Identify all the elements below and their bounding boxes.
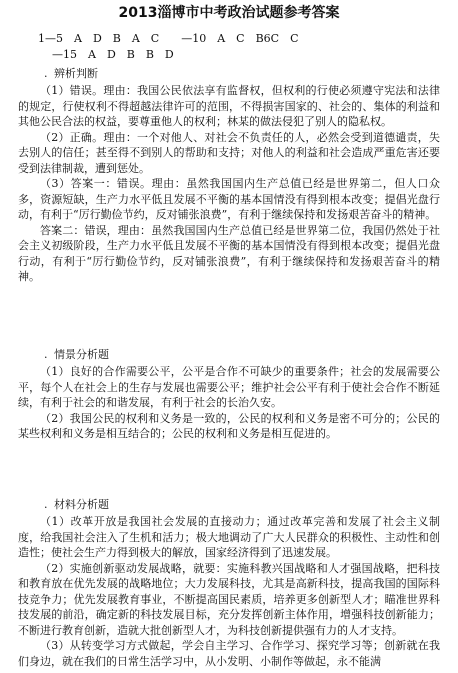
section-scenario-title: 情景分析题 [54, 348, 109, 361]
paragraph: （1）改革开放是我国社会发展的直接动力；通过改革完善和发展了社会主义制度，给我国社会注入了生机和活力；极大地调动了广大人民群众的积极性、主动性和创造性；使社会生产力得到极大的解放，国家经济得到了迅速发展。 [18, 515, 440, 559]
section-heading: . 材料分析题 [44, 498, 109, 511]
section-judgment-title: 辨析判断 [54, 67, 98, 80]
document-title: 2013淄博市中考政治试题参考答案 [118, 5, 340, 21]
paragraph: 答案二：错误，理由：虽然我国国内生产总值已经是世界第二位，我国仍然处于社会主义初级阶段，生产力水平低且发展不平衡的基本国情没有得到根本改变；提倡光盘行动，有利于“厉行勤俭节约，反对铺张浪费”，有利于继续保持和发扬艰苦奋斗的精神。 [18, 223, 440, 283]
section-judgment [0, 66, 458, 285]
section-scenario [0, 347, 458, 442]
paragraph: （1）良好的合作需要公平，公平是合作不可缺少的重要条件；社会的发展需要公平，每个人在社会上的生存与发展也需要公平；维护社会公平有利于使社会合作不断延续，有利于社会的和谐发展，有利于社会的长治久安。 [18, 365, 440, 409]
paragraph: （2）实施创新驱动发展战略，就要：实施科教兴国战略和人才强国战略，把科技和教育放在优先发展的战略地位；大力发展科技，尤其是高新科技，提高我国的国际科技竞争力；优先发展教育事业，不断提高国民素质，培养更多创新型人才；瞄准世界科技发展的前沿，确定新的科技发展目标，充分发挥创新主体作用，增强科技创新能力；不断进行教育创新，造就大批创新型人才，为科技创新提供强有力的人才支持。 [18, 561, 440, 637]
paragraph: （2）正确。理由：一个对他人、对社会不负责任的人，必然会受到道德谴责，失去别人的信任；甚至得不到别人的帮助和支持；对他人的利益和社会造成严重危害还要受到法律制裁，遭到惩处。 [18, 130, 440, 175]
paragraph: （2）我国公民的权利和义务是一致的，公民的权利和义务是密不可分的；公民的某些权利和义务是相互结合的；公民的权利和义务是相互促进的。 [18, 411, 440, 440]
section-material [0, 497, 458, 669]
paragraph: （3）答案一：错误。理由：虽然我国国内生产总值已经是世界第二，但人口众多，资源短缺，生产力水平低且发展不平衡的基本国情没有得到根本改变；提倡光盘行动，有利于“厉行勤俭节约，反对铺张浪费”，有利于继续保持和发扬艰苦奋斗的精神。 [18, 177, 440, 221]
paragraph: （1）错误。理由：我国公民依法享有监督权，但权利的行使必须遵守宪法和法律的规定，行使权利不得超越法律许可的范围，不得损害国家的、社会的、集体的利益和其他公民合法的权益，要尊重他人的权利；林某的做法侵犯了别人的隐私权。 [18, 84, 440, 128]
choice-row-1-part-a: 1—5 A D B A C [38, 32, 160, 45]
section-heading: . 辨析判断 [44, 67, 98, 80]
choice-row-1-part-b: —10 A C B6C C [181, 32, 299, 45]
choice-row-2: —15 A D B B D [52, 48, 174, 61]
section-heading: . 情景分析题 [44, 348, 109, 361]
paragraph: （3）从转变学习方式做起，学会自主学习、合作学习、探究学习等；创新就在我们身边，就在我们的日常生活学习中，从小发明、小制作等做起，永不能满 [18, 639, 440, 668]
section-material-title: 材料分析题 [54, 498, 109, 511]
choice-answers [38, 31, 299, 63]
choice-row-1 [38, 31, 299, 47]
